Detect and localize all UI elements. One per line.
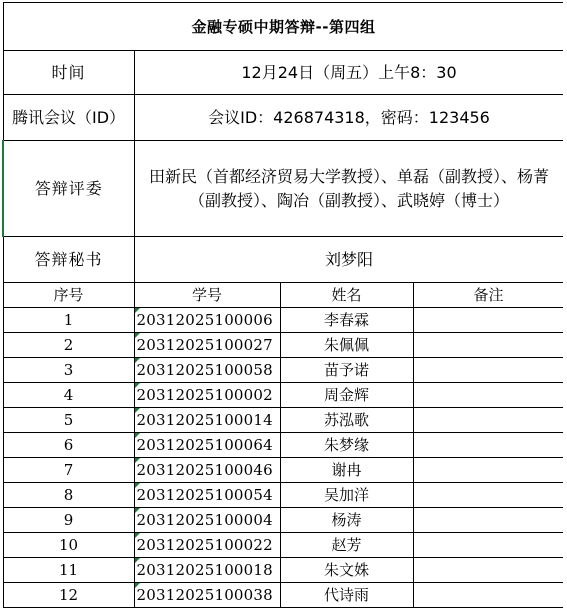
- student-name-cell[interactable]: 朱佩佩: [280, 333, 413, 358]
- table-row: [3, 458, 564, 483]
- row-number-cell[interactable]: 2: [3, 333, 134, 358]
- row-number-cell[interactable]: 7: [3, 458, 134, 483]
- row-number-cell[interactable]: 9: [3, 508, 134, 533]
- note-cell[interactable]: [413, 483, 564, 508]
- text-number-indicator-icon: [135, 433, 140, 438]
- student-id-text: 20312025100064: [136, 436, 273, 454]
- text-number-indicator-icon: [135, 408, 140, 413]
- table-row: [3, 433, 564, 458]
- row-number-cell[interactable]: 3: [3, 358, 134, 383]
- student-id-cell[interactable]: [134, 308, 280, 333]
- text-number-indicator-icon: [135, 583, 140, 588]
- row-number-cell[interactable]: 1: [3, 308, 134, 333]
- student-id-text: 20312025100022: [136, 536, 273, 554]
- student-name-cell[interactable]: 苗予诺: [280, 358, 413, 383]
- student-id-cell[interactable]: [134, 483, 280, 508]
- table-header-row: [3, 283, 564, 308]
- note-cell[interactable]: [413, 308, 564, 333]
- text-number-indicator-icon: [135, 508, 140, 513]
- student-id-cell[interactable]: [134, 433, 280, 458]
- text-number-indicator-icon: [135, 483, 140, 488]
- student-name-cell[interactable]: 赵芳: [280, 533, 413, 558]
- table-row: [3, 358, 564, 383]
- table-row: [3, 408, 564, 433]
- student-id-cell[interactable]: [134, 408, 280, 433]
- table-row: [3, 558, 564, 583]
- student-name-cell[interactable]: 朱梦缘: [280, 433, 413, 458]
- time-label[interactable]: 时间: [3, 51, 134, 95]
- row-number-cell[interactable]: 12: [3, 583, 134, 608]
- table-row: [3, 583, 564, 608]
- table-row: [3, 333, 564, 358]
- table-row: [3, 508, 564, 533]
- student-name-cell[interactable]: 周金辉: [280, 383, 413, 408]
- note-cell[interactable]: [413, 358, 564, 383]
- note-cell[interactable]: [413, 408, 564, 433]
- student-id-text: 20312025100038: [136, 586, 273, 604]
- student-name-cell[interactable]: 代诗雨: [280, 583, 413, 608]
- row-number-cell[interactable]: 6: [3, 433, 134, 458]
- table-row: [3, 383, 564, 408]
- student-name-cell[interactable]: 谢冉: [280, 458, 413, 483]
- row-number-cell[interactable]: 5: [3, 408, 134, 433]
- student-id-cell[interactable]: [134, 358, 280, 383]
- secretary-value[interactable]: 刘梦阳: [134, 237, 564, 283]
- student-id-cell[interactable]: [134, 383, 280, 408]
- text-number-indicator-icon: [135, 333, 140, 338]
- meeting-label[interactable]: 腾讯会议（ID）: [3, 95, 134, 141]
- text-number-indicator-icon: [135, 558, 140, 563]
- time-value[interactable]: 12月24日（周五）上午8：30: [134, 51, 564, 95]
- student-id-text: 20312025100046: [136, 461, 273, 479]
- table-row: [3, 533, 564, 558]
- header-cell[interactable]: 序号: [3, 283, 134, 308]
- page-title[interactable]: 金融专硕中期答辩--第四组: [3, 3, 564, 51]
- header-cell[interactable]: 姓名: [280, 283, 413, 308]
- student-id-cell[interactable]: [134, 458, 280, 483]
- student-id-text: 20312025100004: [136, 511, 273, 529]
- header-cell[interactable]: 学号: [134, 283, 280, 308]
- row-number-cell[interactable]: 10: [3, 533, 134, 558]
- text-number-indicator-icon: [135, 533, 140, 538]
- student-name-cell[interactable]: 朱文姝: [280, 558, 413, 583]
- text-number-indicator-icon: [135, 308, 140, 313]
- student-id-cell[interactable]: [134, 333, 280, 358]
- row-number-cell[interactable]: 4: [3, 383, 134, 408]
- table-row: [3, 483, 564, 508]
- note-cell[interactable]: [413, 533, 564, 558]
- note-cell[interactable]: [413, 383, 564, 408]
- committee-label[interactable]: 答辩评委: [3, 141, 134, 237]
- student-id-text: 20312025100027: [136, 336, 273, 354]
- student-name-cell[interactable]: 杨涛: [280, 508, 413, 533]
- student-name-cell[interactable]: 吴加洋: [280, 483, 413, 508]
- text-number-indicator-icon: [135, 458, 140, 463]
- table-row: [3, 308, 564, 333]
- student-id-text: 20312025100054: [136, 486, 273, 504]
- student-id-text: 20312025100002: [136, 386, 273, 404]
- note-cell[interactable]: [413, 558, 564, 583]
- student-id-text: 20312025100006: [136, 311, 273, 329]
- meeting-value[interactable]: 会议ID：426874318，密码：123456: [134, 95, 564, 141]
- row-number-cell[interactable]: 8: [3, 483, 134, 508]
- note-cell[interactable]: [413, 458, 564, 483]
- committee-value[interactable]: 田新民（首都经济贸易大学教授）、单磊（副教授）、杨菁（副教授）、陶冶（副教授）、武晓婷（博士）: [134, 141, 564, 237]
- header-cell[interactable]: 备注: [413, 283, 564, 308]
- student-id-cell[interactable]: [134, 583, 280, 608]
- text-number-indicator-icon: [135, 358, 140, 363]
- note-cell[interactable]: [413, 508, 564, 533]
- schedule-table: [2, 2, 565, 608]
- student-id-cell[interactable]: [134, 558, 280, 583]
- student-id-cell[interactable]: [134, 533, 280, 558]
- student-id-text: 20312025100018: [136, 561, 273, 579]
- student-id-cell[interactable]: [134, 508, 280, 533]
- student-id-text: 20312025100058: [136, 361, 273, 379]
- sheet-edge: [563, 0, 567, 609]
- student-rows: [3, 308, 564, 608]
- row-number-cell[interactable]: 11: [3, 558, 134, 583]
- student-name-cell[interactable]: 李春霖: [280, 308, 413, 333]
- note-cell[interactable]: [413, 333, 564, 358]
- secretary-label[interactable]: 答辩秘书: [3, 237, 134, 283]
- text-number-indicator-icon: [135, 383, 140, 388]
- note-cell[interactable]: [413, 433, 564, 458]
- student-name-cell[interactable]: 苏泓歌: [280, 408, 413, 433]
- student-id-text: 20312025100014: [136, 411, 273, 429]
- note-cell[interactable]: [413, 583, 564, 608]
